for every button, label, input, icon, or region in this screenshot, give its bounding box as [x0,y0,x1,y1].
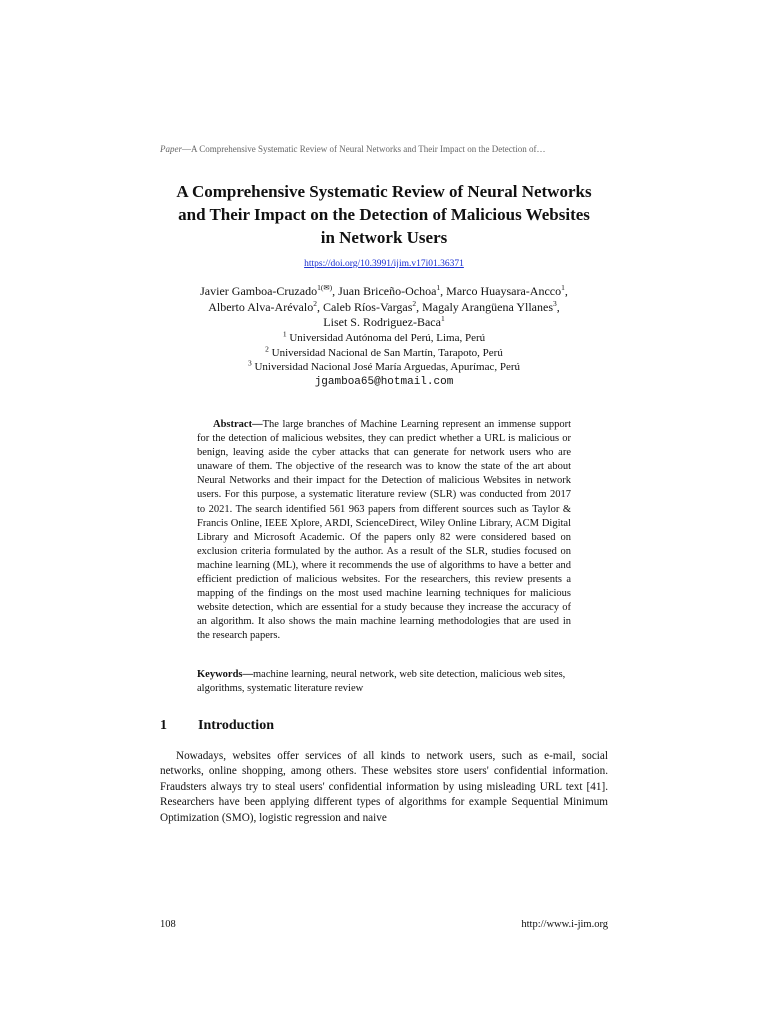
abstract-text: The large branches of Machine Learning represent an immense support for the detection of malicious websites, they can predict whether a URL is malicious or benign, leaving aside the cyber attacks that can generate for network users who are unaware of them. The objective of the research was to know the state of the art about Neural Networks and their impact for the Detection of malicious Websites in network users. For this purpose, a systematic literature review (SLR) was conducted from 2017 to 2021. The search identified 561 963 papers from different sources such as Taylor & Francis Online, IEEE Xplore, ARDI, ScienceDirect, Wiley Online Library, ACM Digital Library and Microsoft Academic. Of the papers only 82 were considered based on exclusion criteria formulated by the author. As a result of the SLR, studies focused on machine learning (ML), where it recommends the use of algorithms to have a better and efficient prediction of malicious websites. For the researchers, this review presents a mapping of the findings on the most used machine learning techniques for malicious website detection, which are essential for a study because they increase the accuracy of an algorithm. It also shows the main machine learning methodologies that are used in the research papers. [197,419,571,642]
keywords-text: machine learning, neural network, web site detection, malicious web sites, algorithms, systematic literature review [197,669,566,694]
author-separator: , [564,284,568,298]
running-header-title: —A Comprehensive Systematic Review of Neural Networks and Their Impact on the Detection of… [182,144,546,154]
affiliation-mark: 3 [247,358,252,368]
affiliation-text: Universidad Autónoma del Perú, Lima, Perú [286,332,486,344]
author-affil-mark: 1 [561,283,565,292]
section-number: 1 [160,718,167,733]
author-name: , Juan Briceño-Ochoa [332,284,437,298]
affiliation-list [160,331,608,389]
page-number: 108 [160,919,176,930]
title-line: and Their Impact on the Detection of Malicious Websites [178,205,590,224]
author-name: Liset S. Rodriguez-Baca [323,315,441,329]
abstract [197,418,571,644]
title-line: in Network Users [320,228,448,247]
title-line: A Comprehensive Systematic Review of Neural Networks [176,182,592,201]
author-name: Alberto Alva-Arévalo [208,299,314,314]
running-header-prefix: Paper [160,144,182,154]
author-line [160,300,608,316]
author-list [160,284,608,331]
author-line [160,284,608,300]
affiliation-mark: 1 [282,329,287,339]
author-affil-mark: 2 [313,298,317,308]
journal-url[interactable]: http://www.i-jim.org [521,919,608,930]
author-name: , Marco Huaysara-Ancco [440,284,562,298]
affiliation-mark: 2 [265,343,269,353]
section-heading [160,718,274,734]
affiliation-text: Universidad Nacional de San Martín, Tarapoto, Perú [268,346,503,359]
author-name: Javier Gamboa-Cruzado [200,284,318,298]
author-name: , Caleb Ríos-Vargas [316,299,413,314]
author-affil-mark: 1 [440,314,445,323]
author-name: , Magaly Arangüena Yllanes [416,299,553,314]
paper-title [150,180,618,249]
affiliation [160,360,608,375]
keywords-label: Keywords— [197,669,253,680]
affiliation [160,331,608,346]
corresponding-email[interactable]: jgamboa65@hotmail.com [314,375,454,388]
author-affil-mark: 1 [436,283,441,292]
author-affil-mark: 1(✉) [317,283,333,292]
doi-block [160,259,608,269]
running-header [160,144,608,154]
author-affil-mark: 3 [553,298,557,308]
keywords [197,668,571,696]
abstract-label: Abstract— [213,419,263,430]
author-affil-mark: 2 [412,298,417,308]
affiliation [160,343,608,361]
doi-link[interactable]: https://doi.org/10.3991/ijim.v17i01.36371 [304,259,464,269]
author-line [160,315,608,331]
author-separator: , [556,299,560,314]
intro-paragraph: Nowadays, websites offer services of all kinds to network users, such as e-mail, social networks, online shopping, among others. These websites store users' confidential information. Fraudsters always try to steal users' confidential information by using misleading URL text [41]. Researchers have been applying different types of algorithms for example Sequential Minimum Optimization (SMO), logistic regression and naive [160,750,608,824]
section-title: Introduction [198,718,274,733]
affiliation-text: Universidad Nacional José María Arguedas, Apurímac, Perú [251,361,521,373]
